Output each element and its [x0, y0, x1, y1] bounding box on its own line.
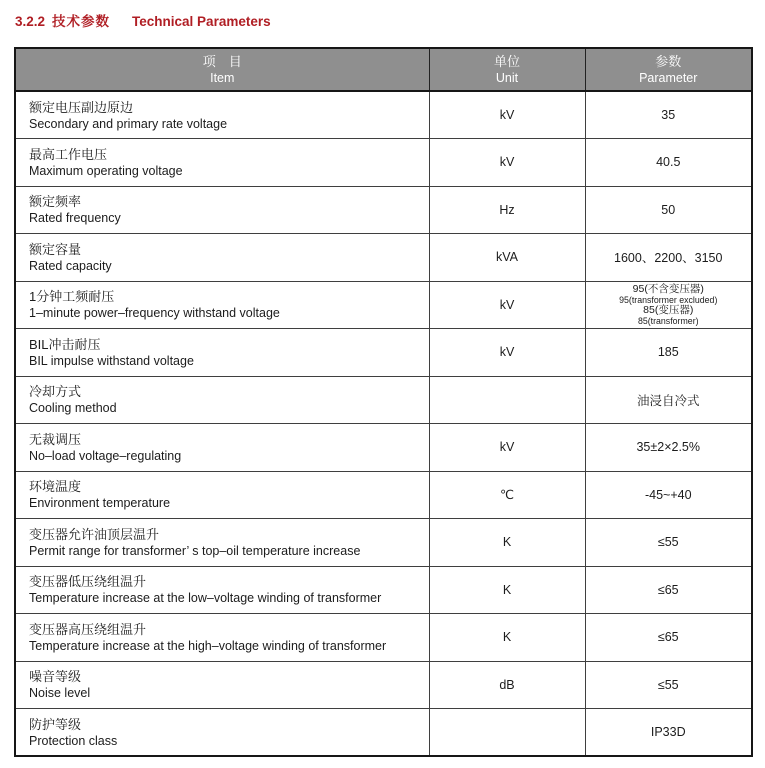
- item-en: Secondary and primary rate voltage: [29, 116, 228, 131]
- item-cell: [15, 234, 429, 282]
- item-zh: 噪音等级: [29, 669, 82, 685]
- item-zh: 变压器高压绕组温升: [29, 621, 147, 637]
- table-row: [15, 614, 752, 662]
- header-parameter-en: Parameter: [639, 71, 698, 85]
- section-number: 3.2.2: [15, 14, 46, 29]
- param-line: 95(transformer excluded): [619, 294, 718, 305]
- unit-cell: kV: [429, 139, 585, 187]
- item-zh: 额定频率: [29, 194, 82, 210]
- header-item-zh: 项 目: [202, 54, 242, 69]
- table-row: [15, 91, 752, 139]
- item-en: Maximum operating voltage: [29, 163, 183, 178]
- table-row: [15, 329, 752, 377]
- table-row: [15, 709, 752, 757]
- unit-cell: kV: [429, 91, 585, 139]
- unit-cell: [429, 709, 585, 757]
- unit-cell: kV: [429, 424, 585, 472]
- header-item: [15, 48, 429, 91]
- header-unit-en: Unit: [495, 71, 519, 85]
- param-cell: 35: [585, 91, 752, 139]
- item-cell: [15, 519, 429, 567]
- table-row: [15, 519, 752, 567]
- unit-cell: ℃: [429, 471, 585, 519]
- table-row: [15, 376, 752, 424]
- param-cell: ≤65: [585, 614, 752, 662]
- unit-cell: Hz: [429, 186, 585, 234]
- section-title: [15, 10, 271, 30]
- item-cell: [15, 91, 429, 139]
- item-en: 1–minute power–frequency withstand voltage: [29, 306, 280, 321]
- unit-cell: kV: [429, 329, 585, 377]
- item-cell: [15, 709, 429, 757]
- param-cell: ≤65: [585, 566, 752, 614]
- item-zh: 额定容量: [29, 241, 82, 257]
- unit-cell: K: [429, 614, 585, 662]
- param-cell: ≤55: [585, 519, 752, 567]
- item-en: Permit range for transformer’ s top–oil temperature increase: [29, 543, 361, 558]
- table-header: [15, 48, 752, 91]
- header-item-en: Item: [210, 71, 235, 85]
- param-cell: 40.5: [585, 139, 752, 187]
- param-cell: 185: [585, 329, 752, 377]
- item-zh: BIL冲击耐压: [29, 336, 101, 352]
- unit-cell: kV: [429, 281, 585, 329]
- item-zh: 环境温度: [29, 479, 82, 495]
- table-row: [15, 234, 752, 282]
- item-cell: [15, 471, 429, 519]
- item-cell: [15, 186, 429, 234]
- item-cell: [15, 661, 429, 709]
- param-cell: ≤55: [585, 661, 752, 709]
- item-en: Cooling method: [29, 401, 117, 416]
- item-cell: [15, 424, 429, 472]
- table-row: [15, 186, 752, 234]
- param-cell: 50: [585, 186, 752, 234]
- unit-cell: [429, 376, 585, 424]
- item-cell: [15, 329, 429, 377]
- param-cell: 1600、2200、3150: [585, 234, 752, 282]
- param-cell: -45~+40: [585, 471, 752, 519]
- param-line: 85(transformer): [637, 315, 699, 326]
- param-cell: 35±2×2.5%: [585, 424, 752, 472]
- item-zh: 1分钟工频耐压: [29, 289, 115, 305]
- item-en: Noise level: [29, 686, 91, 701]
- item-zh: 变压器允许油顶层温升: [29, 526, 160, 542]
- table-row: [15, 471, 752, 519]
- section-title-en: Technical Parameters: [132, 14, 271, 29]
- item-cell: [15, 281, 429, 329]
- item-en: Temperature increase at the high–voltage winding of transformer: [29, 638, 387, 653]
- item-en: Rated capacity: [29, 258, 112, 273]
- unit-cell: kVA: [429, 234, 585, 282]
- item-cell: [15, 614, 429, 662]
- table-row: [15, 661, 752, 709]
- item-zh: 最高工作电压: [29, 146, 108, 162]
- item-cell: [15, 376, 429, 424]
- param-cell-multiline: [585, 281, 752, 329]
- item-zh: 无裁调压: [29, 431, 82, 447]
- header-row: [15, 48, 752, 91]
- item-zh: 防护等级: [29, 716, 82, 732]
- item-cell: [15, 139, 429, 187]
- table-row: [15, 566, 752, 614]
- header-unit: [429, 48, 585, 91]
- table-body: [15, 91, 752, 756]
- item-en: Temperature increase at the low–voltage winding of transformer: [29, 591, 382, 606]
- header-parameter: [585, 48, 752, 91]
- param-cell: 油浸自冷式: [585, 376, 752, 424]
- item-zh: 冷却方式: [29, 384, 82, 400]
- item-en: BIL impulse withstand voltage: [29, 353, 194, 368]
- unit-cell: dB: [429, 661, 585, 709]
- unit-cell: K: [429, 566, 585, 614]
- item-zh: 变压器低压绕组温升: [29, 574, 147, 590]
- table-row: [15, 281, 752, 329]
- header-parameter-zh: 参数: [655, 54, 682, 69]
- item-cell: [15, 566, 429, 614]
- technical-parameters-table: [14, 47, 753, 757]
- param-line: 95(不含变压器): [632, 282, 704, 295]
- table-row: [15, 424, 752, 472]
- item-en: Environment temperature: [29, 496, 171, 511]
- item-en: Rated frequency: [29, 211, 121, 226]
- section-title-zh: 技术参数: [52, 14, 111, 29]
- param-line: 85(变压器): [643, 303, 694, 316]
- unit-cell: K: [429, 519, 585, 567]
- header-unit-zh: 单位: [493, 54, 520, 69]
- item-en: No–load voltage–regulating: [29, 448, 182, 463]
- table-row: [15, 139, 752, 187]
- param-cell: IP33D: [585, 709, 752, 757]
- item-zh: 额定电压副边原边: [29, 99, 134, 115]
- item-en: Protection class: [29, 733, 118, 748]
